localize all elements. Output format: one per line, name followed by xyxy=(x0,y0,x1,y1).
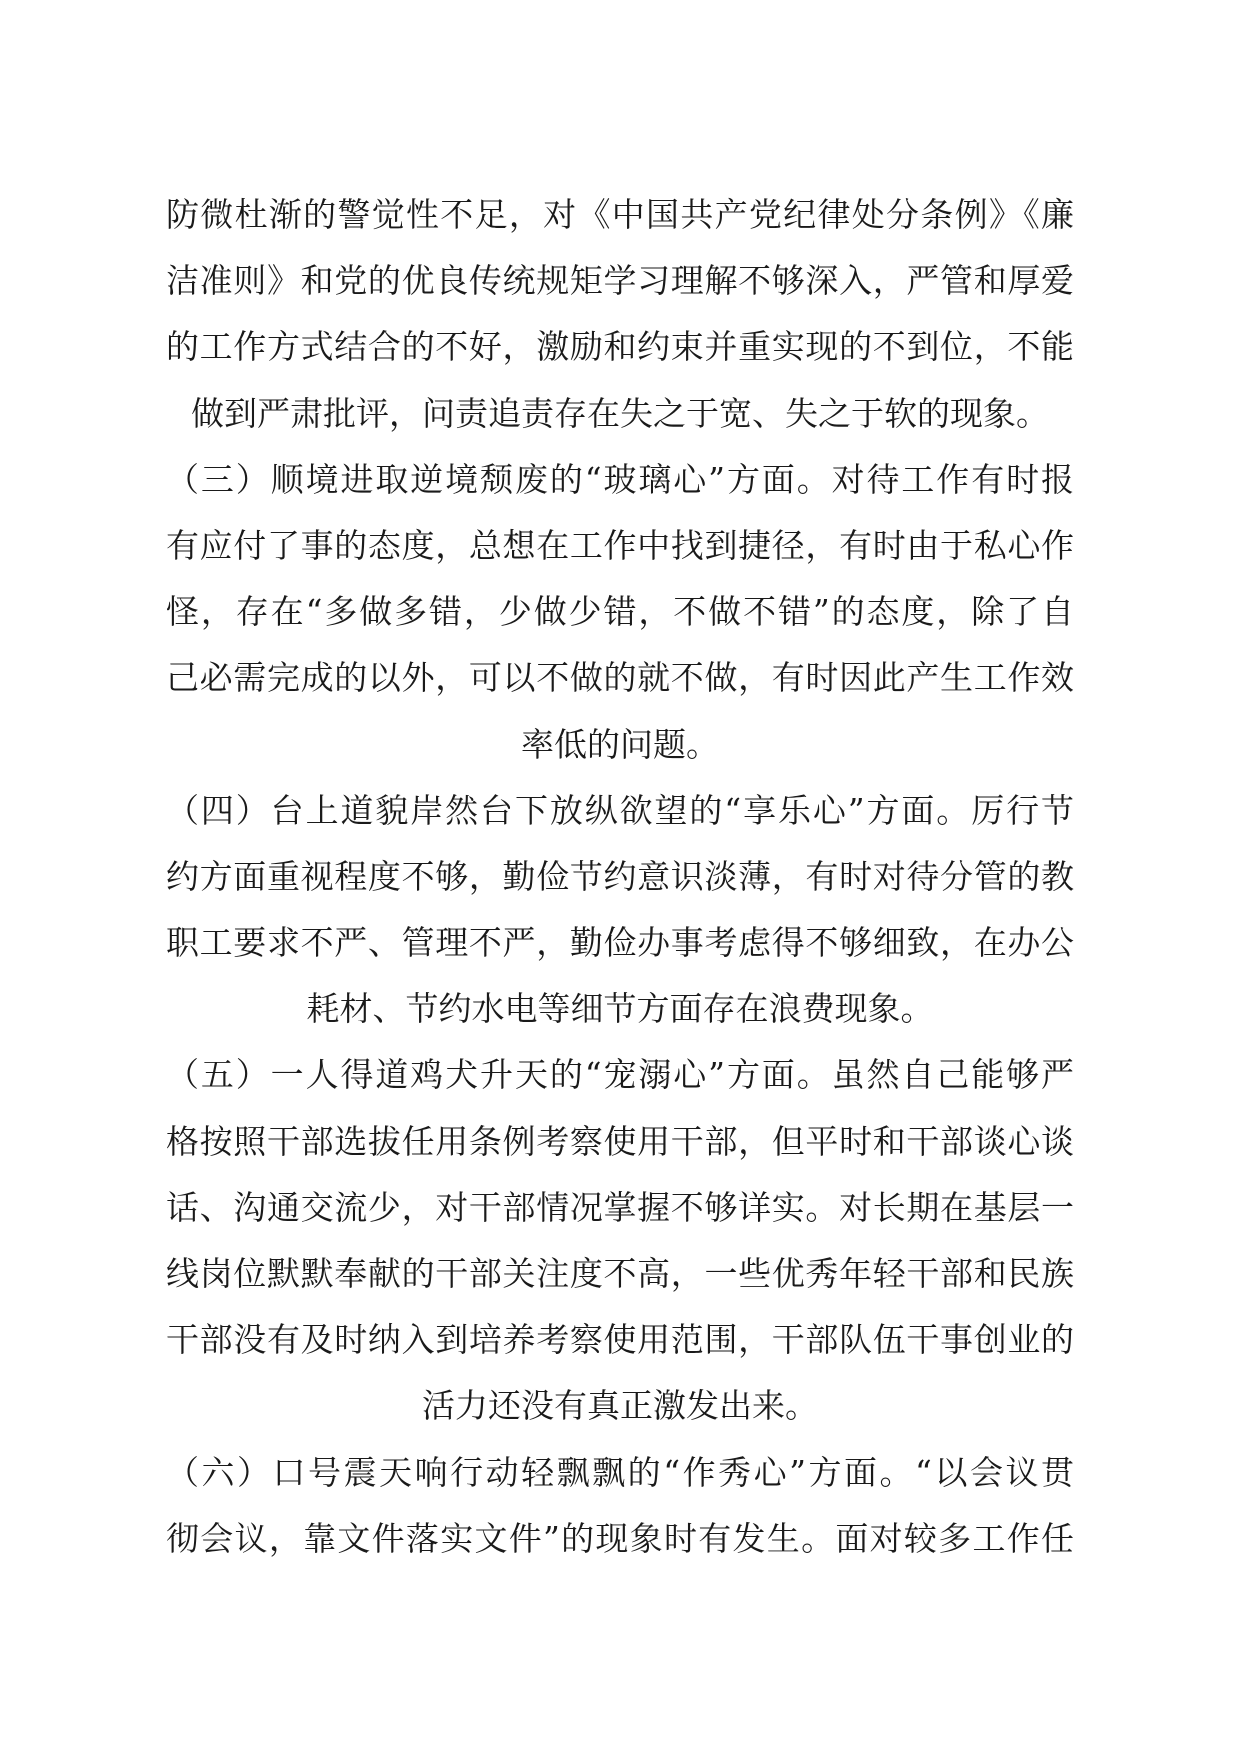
text-line: 有应付了事的态度，总想在工作中找到捷径，有时由于私心作 xyxy=(166,525,1074,565)
section-6-heading-line: （六）口号震天响行动轻飘飘的“作秀心”方面。“以会议贯 xyxy=(166,1452,1074,1492)
section-4-heading-line: （四）台上道貌岸然台下放纵欲望的“享乐心”方面。厉行节 xyxy=(166,790,1074,830)
text-line: 话、沟通交流少，对干部情况掌握不够详实。对长期在基层一 xyxy=(166,1187,1074,1227)
document-body xyxy=(166,182,1074,1572)
text-line: 怪，存在“多做多错，少做少错，不做不错”的态度，除了自 xyxy=(166,592,1074,632)
text-line: 约方面重视程度不够，勤俭节约意识淡薄，有时对待分管的教 xyxy=(166,856,1074,896)
text-line: 的工作方式结合的不好，激励和约束并重实现的不到位，不能 xyxy=(166,327,1074,367)
section-5-heading-line: （五）一人得道鸡犬升天的“宠溺心”方面。虽然自己能够严 xyxy=(166,1055,1074,1095)
text-line: 耗材、节约水电等细节方面存在浪费现象。 xyxy=(306,989,934,1029)
text-line: 己必需完成的以外，可以不做的就不做，有时因此产生工作效 xyxy=(166,658,1074,698)
text-line: 格按照干部选拔任用条例考察使用干部，但平时和干部谈心谈 xyxy=(166,1121,1074,1161)
text-line: 防微杜渐的警觉性不足，对《中国共产党纪律处分条例》《廉 xyxy=(166,195,1074,234)
text-line: 活力还没有真正激发出来。 xyxy=(422,1386,818,1426)
text-line: 干部没有及时纳入到培养考察使用范围，干部队伍干事创业的 xyxy=(166,1320,1074,1360)
text-line: 率低的问题。 xyxy=(521,724,719,764)
text-line: 彻会议，靠文件落实文件”的现象时有发生。面对较多工作任 xyxy=(166,1518,1074,1558)
text-line: 洁准则》和党的优良传统规矩学习理解不够深入，严管和厚爱 xyxy=(166,261,1074,301)
text-line: 做到严肃批评，问责追责存在失之于宽、失之于软的现象。 xyxy=(191,393,1049,433)
text-line: 线岗位默默奉献的干部关注度不高，一些优秀年轻干部和民族 xyxy=(166,1254,1074,1293)
section-3-heading-line: （三）顺境进取逆境颓废的“玻璃心”方面。对待工作有时报 xyxy=(166,459,1074,499)
text-line: 职工要求不严、管理不严，勤俭办事考虑得不够细致，在办公 xyxy=(166,923,1074,963)
